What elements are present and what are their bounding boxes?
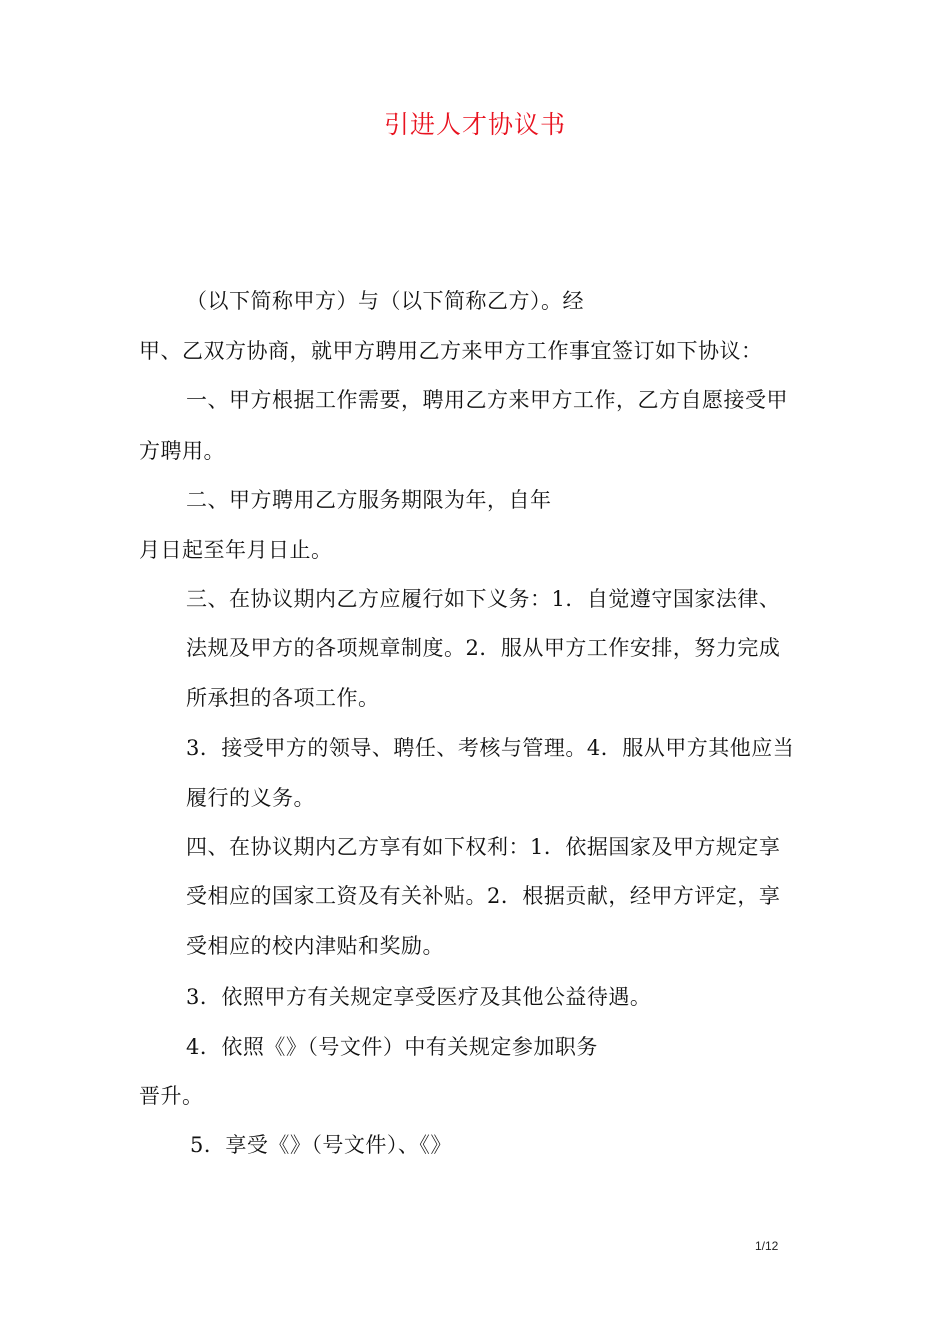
paragraph-line: 3．依照甲方有关规定享受医疗及其他公益待遇。 [186, 985, 652, 1009]
paragraph-line: 四、在协议期内乙方享有如下权利：1．依据国家及甲方规定享 [186, 835, 781, 859]
paragraph-line: （以下简称甲方）与（以下简称乙方）。经 [186, 289, 584, 313]
paragraph-line: 三、在协议期内乙方应履行如下义务：1．自觉遵守国家法律、 [186, 587, 781, 611]
paragraph-line: 所承担的各项工作。 [186, 686, 380, 710]
document-title: 引进人才协议书 [383, 110, 566, 139]
paragraph-line: 3．接受甲方的领导、聘任、考核与管理。4．服从甲方其他应当 [186, 736, 795, 760]
paragraph-line: 二、甲方聘用乙方服务期限为年，自年 [186, 488, 552, 512]
paragraph-line: 方聘用。 [139, 439, 225, 463]
paragraph-line: 一、甲方根据工作需要，聘用乙方来甲方工作，乙方自愿接受甲 [186, 388, 788, 412]
page-number: 1/12 [755, 1239, 779, 1253]
paragraph-line: 甲、乙双方协商，就甲方聘用乙方来甲方工作事宜签订如下协议： [139, 339, 763, 363]
paragraph-line: 受相应的国家工资及有关补贴。2．根据贡献，经甲方评定，享 [186, 884, 781, 908]
paragraph-line: 晋升。 [139, 1084, 204, 1108]
paragraph-line: 受相应的校内津贴和奖励。 [186, 934, 444, 958]
paragraph-line: 法规及甲方的各项规章制度。2．服从甲方工作安排，努力完成 [186, 636, 781, 660]
paragraph-line: 月日起至年月日止。 [139, 538, 333, 562]
paragraph-line: 履行的义务。 [186, 786, 315, 810]
paragraph-line: 5．享受《》（号文件）、《》 [190, 1133, 452, 1157]
paragraph-line: 4．依照《》（号文件）中有关规定参加职务 [186, 1035, 598, 1059]
